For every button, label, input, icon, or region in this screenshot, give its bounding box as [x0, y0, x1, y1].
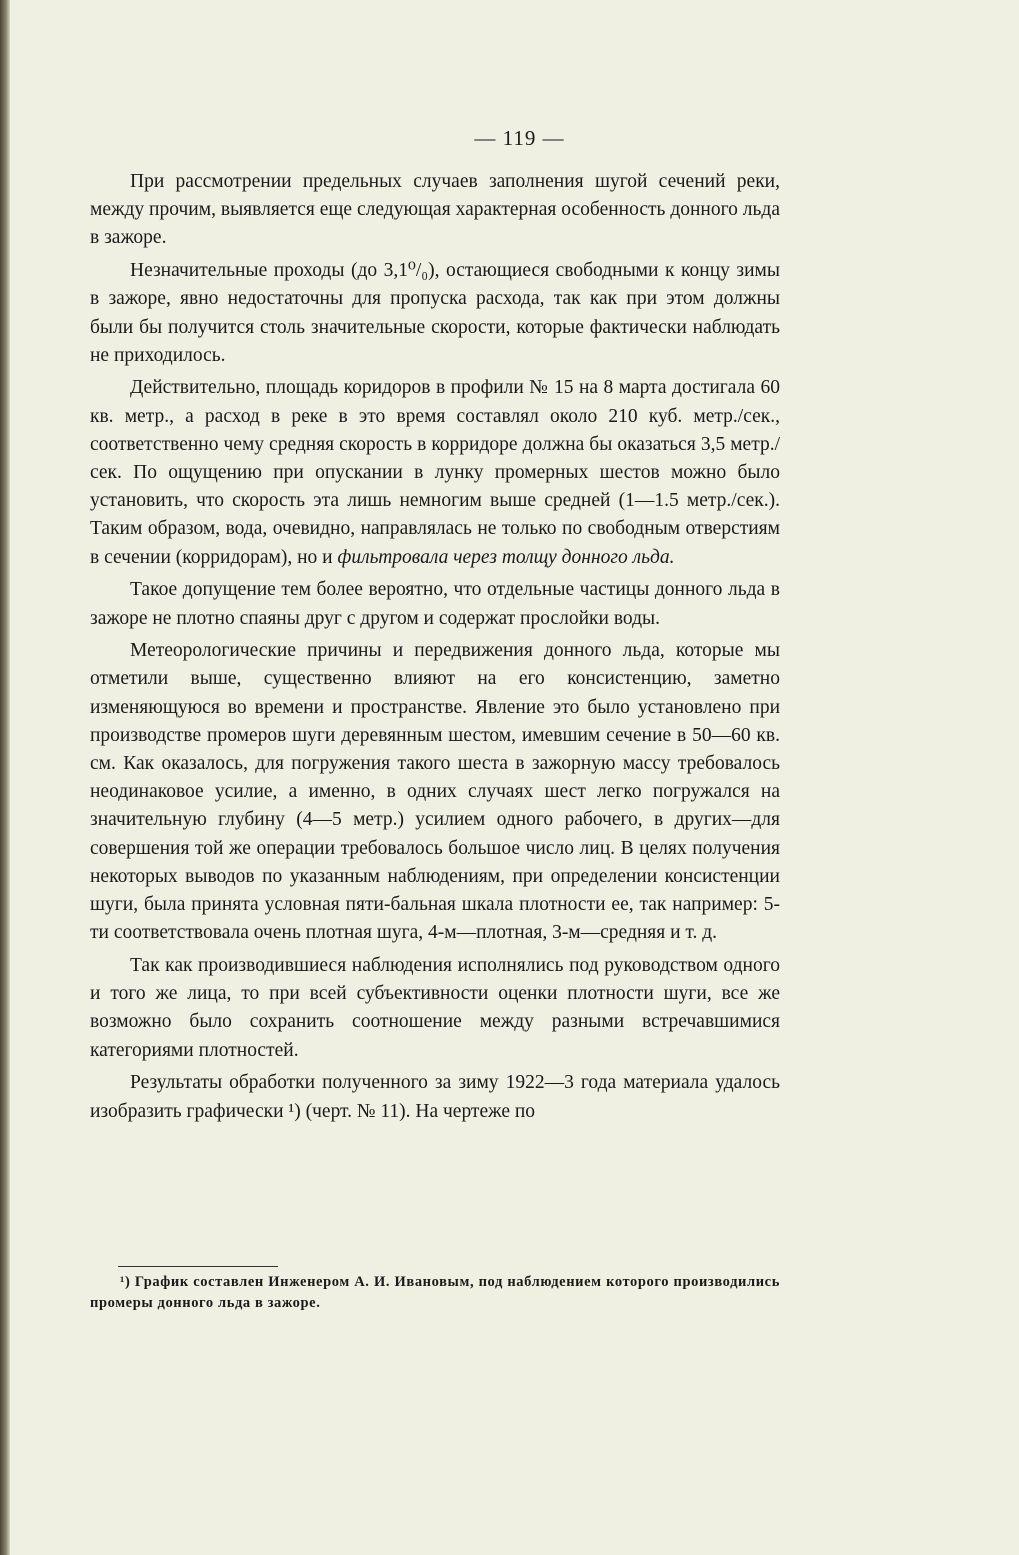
footnote-paragraph: [90, 1272, 780, 1314]
paragraph: Так как производившиеся наблюдения исполнялись под руководством одного и того же лица, то при всей субъективности оценки плотности шуги, все же возможно было сохранить соотношение между разными встречавшимися категориями плотностей.: [90, 954, 780, 1061]
body-text: [90, 168, 780, 1130]
footnote-reference: ¹): [288, 1100, 301, 1122]
paragraph-text: (черт. № 11). На чертеже по: [305, 1100, 536, 1122]
footnote-divider: [118, 1266, 278, 1267]
footnote: [90, 1272, 780, 1314]
paragraph: Такое допущение тем более вероятно, что отдельные частицы донного льда в зажоре не плотно спаяны друг с другом и содержат прослойки воды.: [90, 579, 780, 629]
paragraph-text: Действительно, площадь коридоров в профили № 15 на 8 марта достигала 60 кв. метр., а расход в реке в это время составлял около 210 куб. метр./сек., соответственно чему средняя скорость в корридоре должна бы оказаться 3,5 метр./сек. По ощущению при опускании в лунку промерных шестов можно было установить, что скорость эта лишь немногим выше средней (1—1.5 метр./сек.). Таким образом, вода, очевидно, направлялась не только по свободным отверстиям в сечении (корридорам), но и: [90, 377, 780, 568]
paragraph: Метеорологические причины и передвижения донного льда, которые мы отметили выше, существенно влияют на его консистенцию, заметно изменяющуюся во времени и пространстве. Явление это было установлено при производстве промеров шуги деревянным шестом, имевшим сечение в 50—60 кв. см. Как оказалось, для погружения такого шеста в зажорную массу требовалось неодинаковое усилие, а именно, в одних случаях шест легко погружался на значительную глубину (4—5 метр.) усилием одного рабочего, в других—для совершения той же операции требовалось большое число лиц. В целях получения некоторых выводов по указанным наблюдениям, при определении консистенции шуги, была принята условная пяти-бальная шкала плотности ее, так например: 5-ти соответствовала очень плотная шуга, 4-м—плотная, 3-м—средняя и т. д.: [90, 640, 780, 944]
paragraph: Незначительные проходы (до 3,1⁰/₀), остающиеся свободными к концу зимы в зажоре, явно недостаточны для пропуска расхода, так как при этом должны были бы получится столь значительные скорости, которые фактически наблюдать не приходилось.: [90, 260, 780, 366]
footnote-text: График составлен Инженером А. И. Ивановым, под наблюдением которого производились промеры донного льда в зажоре.: [90, 1274, 780, 1311]
paragraph-text: Результаты обработки полученного за зиму 1922—3 года материала удалось изобразить графически: [90, 1072, 780, 1122]
page-number: — 119 —: [474, 126, 565, 150]
paragraph: При рассмотрении предельных случаев заполнения шугой сечений реки, между прочим, выявляется еще следующая характерная особенность донного льда в зажоре.: [90, 171, 780, 249]
italic-phrase: фильтровала через толщу донного льда.: [337, 546, 675, 568]
footnote-marker: ¹): [120, 1274, 131, 1290]
paragraph: [90, 1069, 780, 1125]
page-binding-edge: [0, 0, 10, 1555]
paragraph: [90, 374, 780, 571]
